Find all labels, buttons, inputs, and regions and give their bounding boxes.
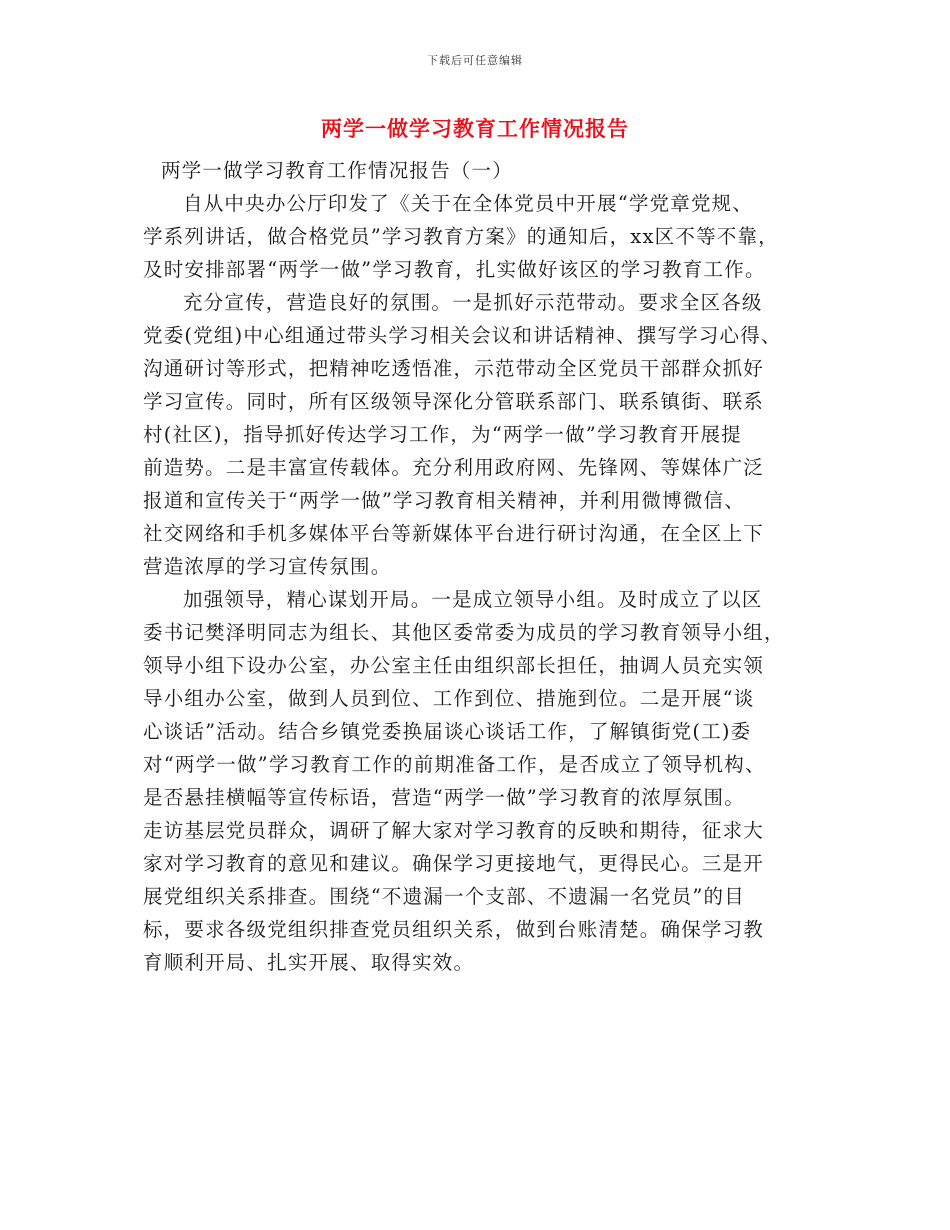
page-header-note: 下载后可任意编辑 <box>427 54 523 67</box>
text-line: 村(社区)，指导抓好传达学习工作，为“两学一做”学习教育开展提 <box>143 423 742 446</box>
text-line: 党委(党组)中心组通过带头学习相关会议和讲话精神、撰写学习心得、 <box>143 324 782 347</box>
text-line: 导小组办公室，做到人员到位、工作到位、措施到位。二是开展“谈 <box>143 687 755 710</box>
text-line: 对“两学一做”学习教育工作的前期准备工作，是否成立了领导机构、 <box>143 753 766 776</box>
paragraph-1 <box>143 187 811 286</box>
document-subtitle: 两学一做学习教育工作情况报告（一） <box>161 159 513 182</box>
text-line: 是否悬挂横幅等宣传标语，营造“两学一做”学习教育的浓厚氛围。 <box>143 786 745 809</box>
text-line: 心谈话”活动。结合乡镇党委换届谈心谈话工作，了解镇街党(工)委 <box>143 720 752 743</box>
text-line: 委书记樊泽明同志为组长、其他区委常委为成员的学习教育领导小组， <box>143 621 785 644</box>
text-line: 展党组织关系排查。围绕“不遗漏一个支部、不遗漏一名党员”的目 <box>143 885 745 908</box>
text-line: 领导小组下设办公室，办公室主任由组织部长担任，抽调人员充实领 <box>143 654 765 677</box>
paragraph-3 <box>143 583 811 979</box>
text-line: 前造势。二是丰富宣传载体。充分利用政府网、先锋网、等媒体广泛 <box>143 456 765 479</box>
text-line: 学系列讲话，做合格党员”学习教育方案》的通知后，xx区不等不靠， <box>143 225 779 248</box>
text-line: 加强领导，精心谋划开局。一是成立领导小组。及时成立了以区 <box>183 588 763 611</box>
text-line: 学习宣传。同时，所有区级领导深化分管联系部门、联系镇街、联系 <box>143 390 765 413</box>
text-line: 育顺利开局、扎实开展、取得实效。 <box>143 951 475 974</box>
text-line: 家对学习教育的意见和建议。确保学习更接地气，更得民心。三是开 <box>143 852 765 875</box>
text-line: 沟通研讨等形式，把精神吃透悟准，示范带动全区党员干部群众抓好 <box>143 357 765 380</box>
text-line: 及时安排部署“两学一做”学习教育，扎实做好该区的学习教育工作。 <box>143 258 766 281</box>
text-line: 报道和宣传关于“两学一做”学习教育相关精神，并利用微博微信、 <box>143 489 745 512</box>
text-line: 营造浓厚的学习宣传氛围。 <box>143 555 392 578</box>
text-line: 走访基层党员群众，调研了解大家对学习教育的反映和期待，征求大 <box>143 819 765 842</box>
text-line: 标，要求各级党组织排查党员组织关系，做到台账清楚。确保学习教 <box>143 918 765 941</box>
text-line: 自从中央办公厅印发了《关于在全体党员中开展“学党章党规、 <box>183 192 754 215</box>
document-title: 两学一做学习教育工作情况报告 <box>321 116 629 141</box>
text-line: 充分宣传，营造良好的氛围。一是抓好示范带动。要求全区各级 <box>183 291 763 314</box>
paragraph-2 <box>143 286 811 583</box>
text-line: 社交网络和手机多媒体平台等新媒体平台进行研讨沟通，在全区上下 <box>143 522 765 545</box>
document-body <box>143 154 811 979</box>
